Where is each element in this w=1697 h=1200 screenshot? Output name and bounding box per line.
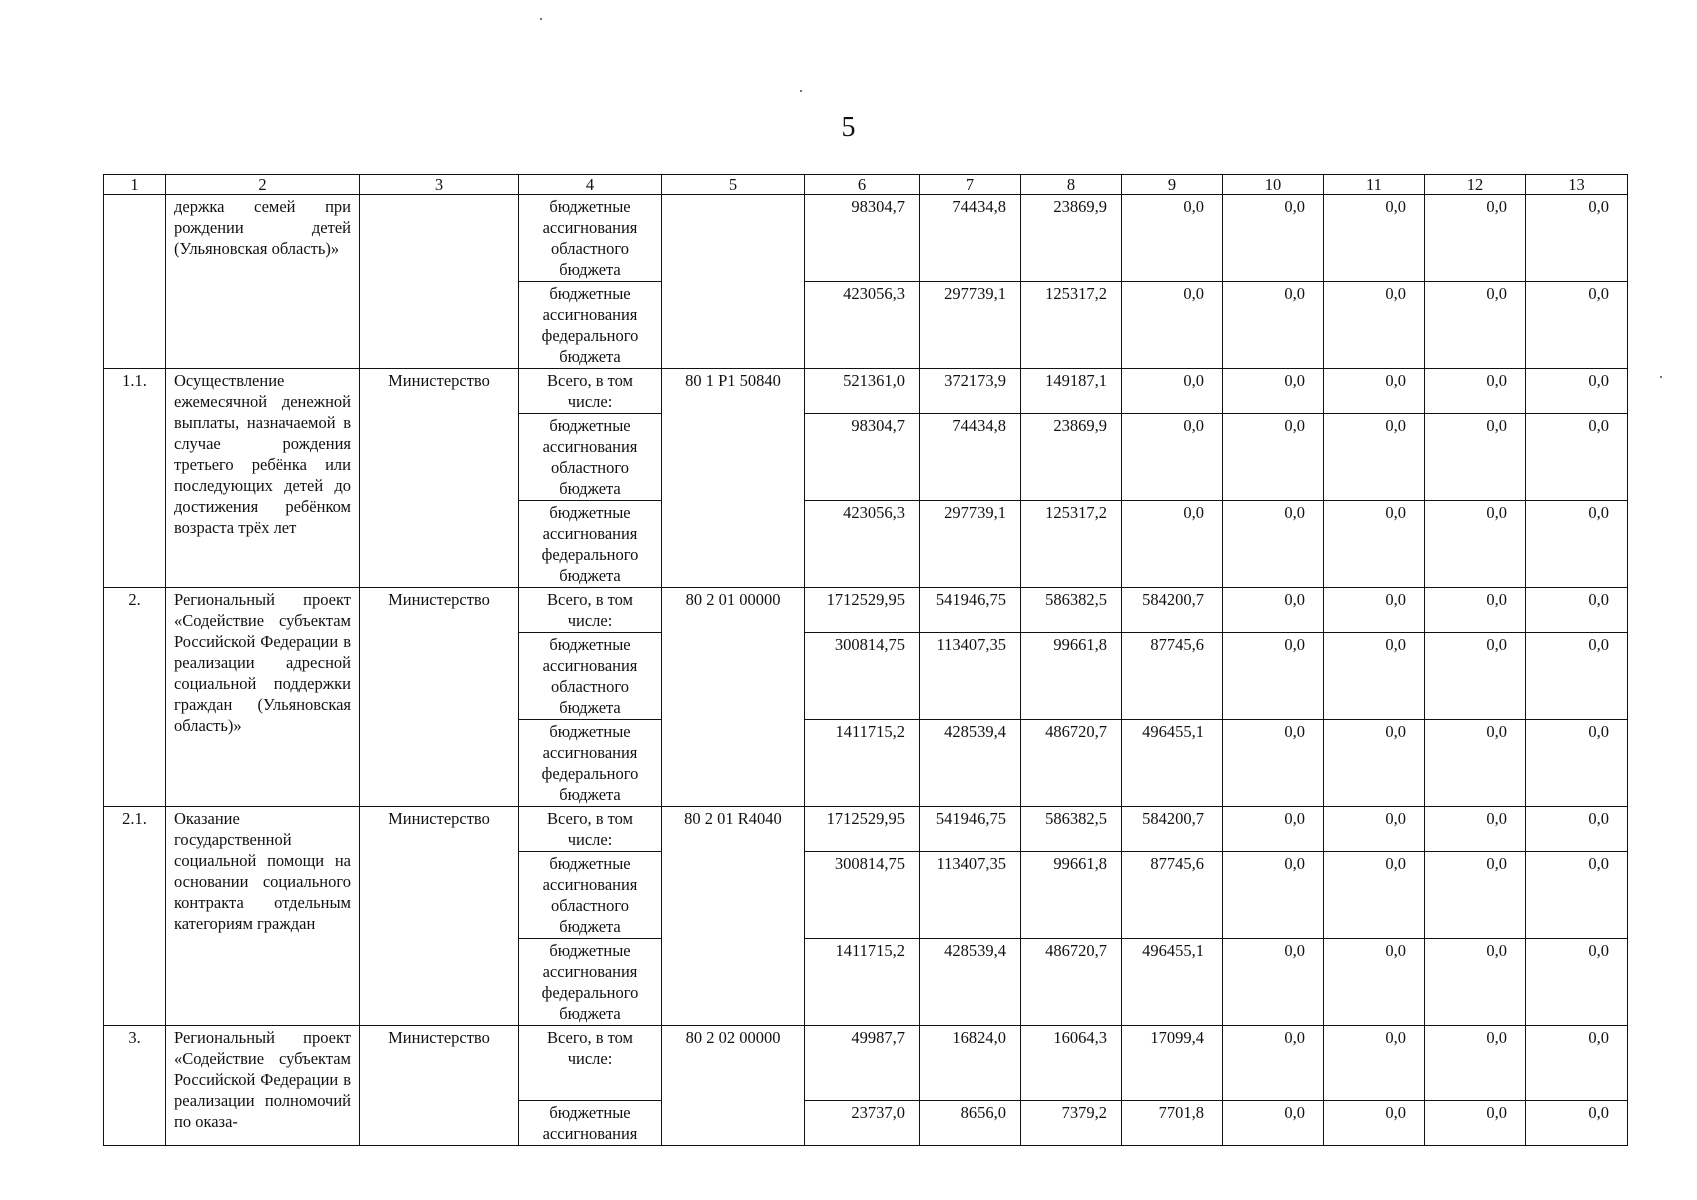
column-number: 1 <box>104 175 166 195</box>
amount-cell: 0,0 <box>1122 282 1223 369</box>
row-index: 3. <box>104 1026 166 1146</box>
measure-name: Региональный проект «Содействие субъектам Российской Федерации в реализации полномочий по оказа- <box>166 1026 360 1146</box>
column-number: 13 <box>1526 175 1628 195</box>
scan-speck <box>1660 376 1662 378</box>
amount-cell: 0,0 <box>1526 807 1628 852</box>
amount-cell: 16064,3 <box>1021 1026 1122 1101</box>
amount-cell: 0,0 <box>1223 195 1324 282</box>
column-number: 3 <box>360 175 519 195</box>
amount-cell: 0,0 <box>1526 1101 1628 1146</box>
funding-source: Всего, в том числе: <box>519 1026 662 1101</box>
amount-cell: 0,0 <box>1223 501 1324 588</box>
amount-cell: 584200,7 <box>1122 807 1223 852</box>
row-index: 2.1. <box>104 807 166 1026</box>
funding-source: бюджетные ассигнования областного бюджета <box>519 633 662 720</box>
amount-cell: 0,0 <box>1324 1101 1425 1146</box>
column-number: 2 <box>166 175 360 195</box>
amount-cell: 0,0 <box>1324 501 1425 588</box>
funding-source: бюджетные ассигнования федерального бюджета <box>519 282 662 369</box>
amount-cell: 0,0 <box>1223 633 1324 720</box>
row-index: 1.1. <box>104 369 166 588</box>
funding-source: бюджетные ассигнования областного бюджета <box>519 414 662 501</box>
amount-cell: 0,0 <box>1526 501 1628 588</box>
amount-cell: 0,0 <box>1526 852 1628 939</box>
amount-cell: 496455,1 <box>1122 939 1223 1026</box>
amount-cell: 99661,8 <box>1021 852 1122 939</box>
amount-cell: 300814,75 <box>805 633 920 720</box>
amount-cell: 297739,1 <box>920 282 1021 369</box>
amount-cell: 49987,7 <box>805 1026 920 1101</box>
budget-code <box>662 195 805 369</box>
amount-cell: 0,0 <box>1223 588 1324 633</box>
amount-cell: 541946,75 <box>920 588 1021 633</box>
amount-cell: 1712529,95 <box>805 588 920 633</box>
amount-cell: 0,0 <box>1425 1101 1526 1146</box>
measure-name: держка семей при рождении детей (Ульяновская область)» <box>166 195 360 369</box>
budget-code: 80 2 01 R4040 <box>662 807 805 1026</box>
amount-cell: 0,0 <box>1223 852 1324 939</box>
amount-cell: 149187,1 <box>1021 369 1122 414</box>
column-number: 11 <box>1324 175 1425 195</box>
amount-cell: 7701,8 <box>1122 1101 1223 1146</box>
amount-cell: 541946,75 <box>920 807 1021 852</box>
amount-cell: 0,0 <box>1324 939 1425 1026</box>
budget-code: 80 2 02 00000 <box>662 1026 805 1146</box>
scan-speck <box>800 90 802 92</box>
column-number: 5 <box>662 175 805 195</box>
column-number: 7 <box>920 175 1021 195</box>
amount-cell: 300814,75 <box>805 852 920 939</box>
amount-cell: 0,0 <box>1526 588 1628 633</box>
amount-cell: 7379,2 <box>1021 1101 1122 1146</box>
amount-cell: 0,0 <box>1223 414 1324 501</box>
executor: Министерство <box>360 807 519 1026</box>
amount-cell: 0,0 <box>1425 852 1526 939</box>
amount-cell: 23869,9 <box>1021 414 1122 501</box>
amount-cell: 0,0 <box>1425 369 1526 414</box>
amount-cell: 0,0 <box>1324 633 1425 720</box>
amount-cell: 0,0 <box>1526 633 1628 720</box>
amount-cell: 586382,5 <box>1021 807 1122 852</box>
measure-name: Осуществление ежемесячной денежной выплаты, назначаемой в случае рождения третьего ребёнка или последующих детей до достижения ребёнком возраста трёх лет <box>166 369 360 588</box>
amount-cell: 0,0 <box>1526 282 1628 369</box>
amount-cell: 99661,8 <box>1021 633 1122 720</box>
amount-cell: 125317,2 <box>1021 282 1122 369</box>
amount-cell: 98304,7 <box>805 414 920 501</box>
budget-table <box>103 174 1628 1146</box>
amount-cell: 0,0 <box>1223 282 1324 369</box>
amount-cell: 87745,6 <box>1122 852 1223 939</box>
amount-cell: 0,0 <box>1425 633 1526 720</box>
column-number-row <box>104 175 1628 195</box>
amount-cell: 372173,9 <box>920 369 1021 414</box>
table-row <box>104 195 1628 282</box>
amount-cell: 0,0 <box>1122 414 1223 501</box>
amount-cell: 0,0 <box>1324 807 1425 852</box>
amount-cell: 0,0 <box>1425 588 1526 633</box>
column-number: 9 <box>1122 175 1223 195</box>
measure-name: Региональный проект «Содействие субъектам Российской Федерации в реализации адресной социальной поддержки граждан (Ульяновская область)» <box>166 588 360 807</box>
amount-cell: 0,0 <box>1526 939 1628 1026</box>
amount-cell: 0,0 <box>1526 720 1628 807</box>
table-row <box>104 588 1628 633</box>
amount-cell: 0,0 <box>1122 195 1223 282</box>
amount-cell: 0,0 <box>1122 369 1223 414</box>
amount-cell: 423056,3 <box>805 282 920 369</box>
table-row <box>104 1026 1628 1101</box>
table-row <box>104 807 1628 852</box>
page-number: 5 <box>841 112 856 143</box>
amount-cell: 16824,0 <box>920 1026 1021 1101</box>
amount-cell: 0,0 <box>1425 282 1526 369</box>
amount-cell: 74434,8 <box>920 414 1021 501</box>
amount-cell: 428539,4 <box>920 939 1021 1026</box>
amount-cell: 0,0 <box>1425 1026 1526 1101</box>
budget-code: 80 2 01 00000 <box>662 588 805 807</box>
amount-cell: 0,0 <box>1223 1026 1324 1101</box>
amount-cell: 0,0 <box>1526 195 1628 282</box>
executor: Министерство <box>360 1026 519 1146</box>
column-number: 12 <box>1425 175 1526 195</box>
budget-code: 80 1 P1 50840 <box>662 369 805 588</box>
amount-cell: 0,0 <box>1223 939 1324 1026</box>
amount-cell: 98304,7 <box>805 195 920 282</box>
amount-cell: 297739,1 <box>920 501 1021 588</box>
amount-cell: 0,0 <box>1324 720 1425 807</box>
executor: Министерство <box>360 588 519 807</box>
amount-cell: 0,0 <box>1223 369 1324 414</box>
column-number: 8 <box>1021 175 1122 195</box>
amount-cell: 1411715,2 <box>805 720 920 807</box>
funding-source: бюджетные ассигнования областного бюджета <box>519 852 662 939</box>
funding-source: Всего, в том числе: <box>519 588 662 633</box>
amount-cell: 521361,0 <box>805 369 920 414</box>
amount-cell: 8656,0 <box>920 1101 1021 1146</box>
amount-cell: 584200,7 <box>1122 588 1223 633</box>
executor <box>360 195 519 369</box>
executor: Министерство <box>360 369 519 588</box>
column-number: 10 <box>1223 175 1324 195</box>
funding-source: бюджетные ассигнования федерального бюджета <box>519 939 662 1026</box>
amount-cell: 0,0 <box>1324 852 1425 939</box>
amount-cell: 0,0 <box>1425 501 1526 588</box>
amount-cell: 586382,5 <box>1021 588 1122 633</box>
amount-cell: 74434,8 <box>920 195 1021 282</box>
amount-cell: 113407,35 <box>920 633 1021 720</box>
funding-source: бюджетные ассигнования федерального бюджета <box>519 720 662 807</box>
amount-cell: 87745,6 <box>1122 633 1223 720</box>
amount-cell: 0,0 <box>1526 414 1628 501</box>
amount-cell: 0,0 <box>1526 1026 1628 1101</box>
amount-cell: 125317,2 <box>1021 501 1122 588</box>
table-row <box>104 369 1628 414</box>
funding-source: Всего, в том числе: <box>519 369 662 414</box>
amount-cell: 0,0 <box>1324 588 1425 633</box>
amount-cell: 1411715,2 <box>805 939 920 1026</box>
amount-cell: 0,0 <box>1425 939 1526 1026</box>
funding-source: бюджетные ассигнования <box>519 1101 662 1146</box>
amount-cell: 423056,3 <box>805 501 920 588</box>
column-number: 6 <box>805 175 920 195</box>
amount-cell: 428539,4 <box>920 720 1021 807</box>
column-number: 4 <box>519 175 662 195</box>
amount-cell: 17099,4 <box>1122 1026 1223 1101</box>
amount-cell: 0,0 <box>1425 414 1526 501</box>
scan-speck <box>540 18 542 20</box>
amount-cell: 0,0 <box>1223 807 1324 852</box>
row-index <box>104 195 166 369</box>
funding-source: Всего, в том числе: <box>519 807 662 852</box>
amount-cell: 0,0 <box>1425 195 1526 282</box>
amount-cell: 486720,7 <box>1021 939 1122 1026</box>
amount-cell: 23869,9 <box>1021 195 1122 282</box>
funding-source: бюджетные ассигнования областного бюджета <box>519 195 662 282</box>
measure-name: Оказание государственной социальной помощи на основании социального контракта отдельным категориям граждан <box>166 807 360 1026</box>
amount-cell: 0,0 <box>1425 807 1526 852</box>
amount-cell: 0,0 <box>1324 414 1425 501</box>
amount-cell: 496455,1 <box>1122 720 1223 807</box>
amount-cell: 0,0 <box>1526 369 1628 414</box>
amount-cell: 486720,7 <box>1021 720 1122 807</box>
amount-cell: 0,0 <box>1324 195 1425 282</box>
amount-cell: 113407,35 <box>920 852 1021 939</box>
amount-cell: 0,0 <box>1324 1026 1425 1101</box>
amount-cell: 23737,0 <box>805 1101 920 1146</box>
row-index: 2. <box>104 588 166 807</box>
funding-source: бюджетные ассигнования федерального бюджета <box>519 501 662 588</box>
amount-cell: 1712529,95 <box>805 807 920 852</box>
amount-cell: 0,0 <box>1122 501 1223 588</box>
amount-cell: 0,0 <box>1324 369 1425 414</box>
amount-cell: 0,0 <box>1223 1101 1324 1146</box>
amount-cell: 0,0 <box>1223 720 1324 807</box>
amount-cell: 0,0 <box>1425 720 1526 807</box>
amount-cell: 0,0 <box>1324 282 1425 369</box>
